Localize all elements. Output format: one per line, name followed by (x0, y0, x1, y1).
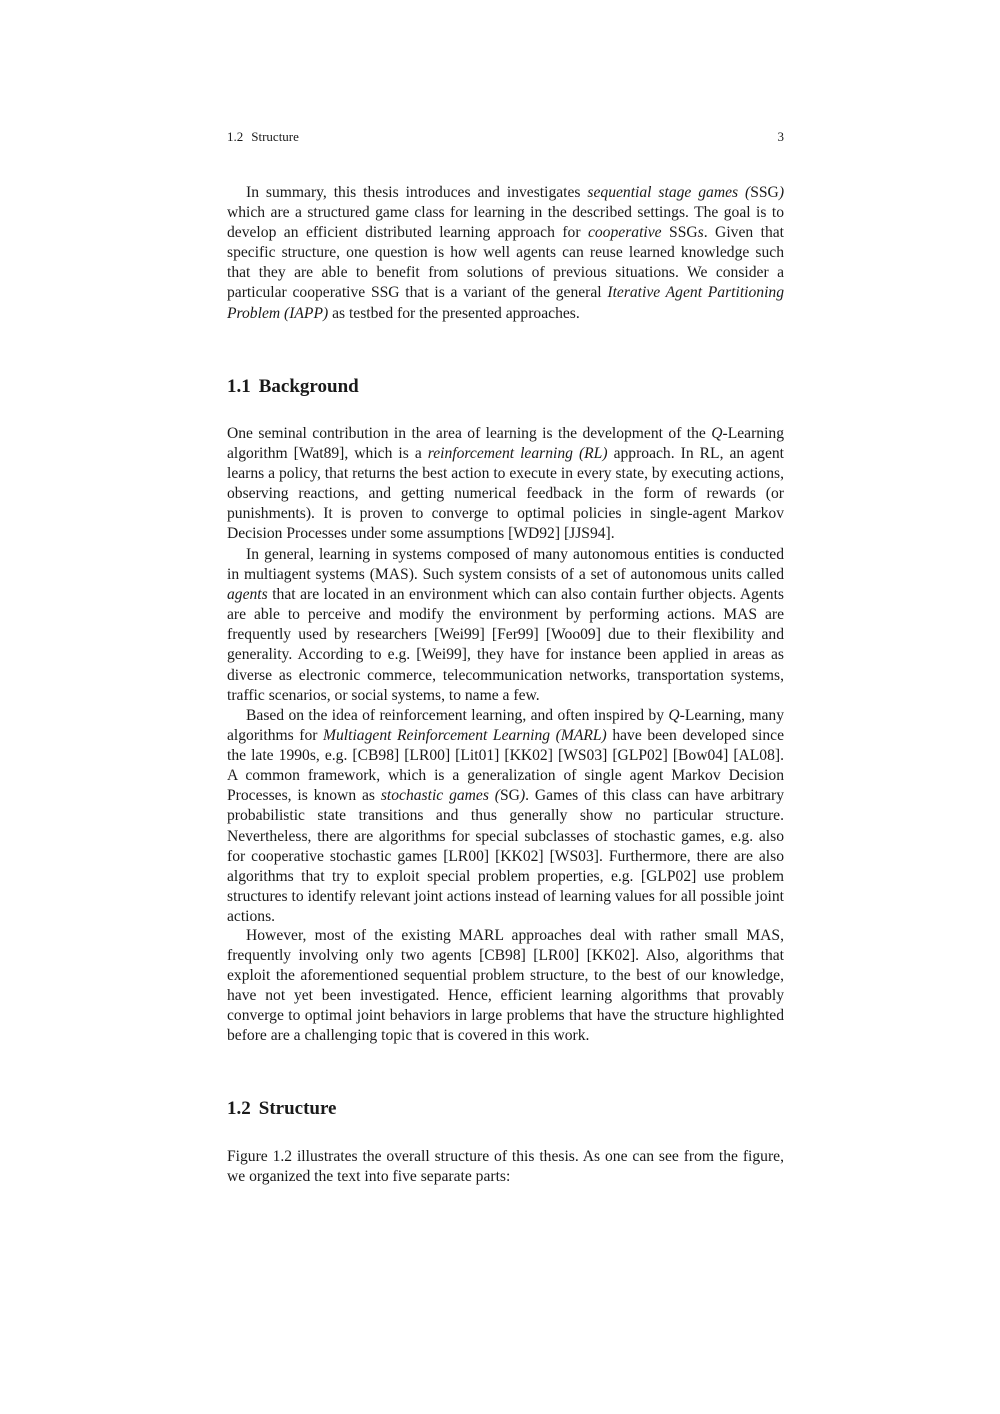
section-heading-background (227, 375, 784, 399)
paragraph-intro (227, 183, 784, 324)
italic-text: cooperative (587, 224, 662, 242)
document-page (227, 0, 784, 1414)
text-run: -Learning algorithm [Wat89], which is a (227, 425, 784, 463)
text-run: have been developed since the late 1990s, e.g. [CB98] [LR00] [Lit01] [KK02] [WS03] [GLP02] [Bow04] [AL08]. A common framework, which is a generalization of single agent Markov Decision Processes, is known as (227, 727, 784, 805)
text-run: One seminal contribution in the area of learning is the development of the (227, 425, 712, 442)
italic-text: ) (778, 184, 785, 201)
text-run: . Games of this class can have arbitrary probabilistic state transitions and thus generally show no particular structure. Nevertheless, there are algorithms for special subclasses of stochastic games, e.g. also for cooperative stochastic games [LR00] [KK02] [WS03]. Furthermore, there are also algorithms that try to exploit special problem properties, e.g. [GLP02] use problem structures to identify relevant joint actions instead of learning values for all possible joint actions. (227, 787, 785, 925)
text-run: Based on the idea of reinforcement learning, and often inspired by (246, 707, 669, 724)
text-run: However, most of the existing MARL approaches deal with rather small MAS, frequently involving only two agents [CB98] [LR00] [KK02]. Also, algorithms that exploit the aforementioned sequential problem structure, to the best of our knowledge, have not yet been investigated. Hence, efficient learning algorithms that provably converge to optimal joint behaviors in large problems that have the structure highlighted before are a challenging topic that is covered in this work. (227, 927, 784, 1045)
text-run: Figure 1.2 illustrates the overall structure of this thesis. As one can see from the figure, we organized the text into five separate parts: (227, 1148, 784, 1186)
section-heading-structure (227, 1097, 784, 1121)
paragraph-background-1 (227, 424, 784, 545)
text-run: approach. In RL, an agent learns a policy, that returns the best action to execute in every state, by executing actions, observing reactions, and getting numerical feedback in the form of rewards (or punishments). It is proven to converge to optimal policies in single-agent Markov Decision Processes under some assumptions [WD92] [JJS94]. (227, 445, 784, 543)
italic-text: Iterative Agent Partitioning Problem (IAPP) (227, 284, 784, 322)
section-title: Structure (258, 1098, 337, 1119)
text-run: SSG (661, 224, 698, 242)
text-run: In general, learning in systems composed of many autonomous entities is conducted in multiagent systems (MAS). Such system consists of a set of autonomous units called (227, 546, 784, 584)
paragraph-background-2 (227, 545, 784, 706)
text-run: . Given that specific structure, one question is how well agents can reuse learned knowledge such that they are able to benefit from solutions of previous situations. We consider a particular cooperative SSG that is a variant of the general (227, 224, 784, 302)
text-run: -Learning, many algorithms for (227, 707, 784, 745)
section-number: 1.2 (227, 1098, 251, 1119)
page-number: 3 (777, 129, 784, 144)
paragraph-background-4 (227, 926, 784, 1047)
running-head-section-title: Structure (251, 129, 299, 144)
italic-text: Q (711, 425, 723, 442)
text-run: as testbed for the presented approaches. (328, 304, 580, 322)
italic-text: s (697, 224, 704, 242)
text-run: that are located in an environment which can also contain further objects. Agents are able to perceive and modify the environment by performing actions. MAS are frequently used by researchers [Wei99] [Fer99] [Woo09] due to their flexibility and generality. According to e.g. [Wei99], they have for instance been applied in areas as diverse as electronic commerce, telecommunication networks, transportation systems, traffic scenarios, or social systems, to name a few. (227, 586, 784, 704)
italic-text: Multiagent Reinforcement Learning (MARL) (323, 727, 607, 745)
italic-text: reinforcement learning (RL) (427, 445, 608, 463)
running-head-section (227, 128, 299, 146)
text-run: SG (500, 787, 520, 805)
running-head-section-number: 1.2 (227, 129, 244, 144)
italic-text: stochastic games ( (380, 787, 500, 805)
section-number: 1.1 (227, 376, 251, 397)
paragraph-background-3 (227, 706, 784, 927)
italic-text: ) (519, 787, 526, 805)
italic-text: agents (227, 586, 268, 604)
text-run: SSG (750, 184, 779, 201)
italic-text: Q (668, 707, 680, 724)
text-run: which are a structured game class for learning in the described settings. The goal is to develop an efficient distributed learning approach for (227, 204, 784, 242)
italic-text: sequential stage games ( (587, 184, 751, 201)
paragraph-structure (227, 1147, 784, 1187)
section-title: Background (258, 376, 359, 397)
running-head (227, 128, 784, 146)
text-run: In summary, this thesis introduces and investigates (246, 184, 588, 201)
